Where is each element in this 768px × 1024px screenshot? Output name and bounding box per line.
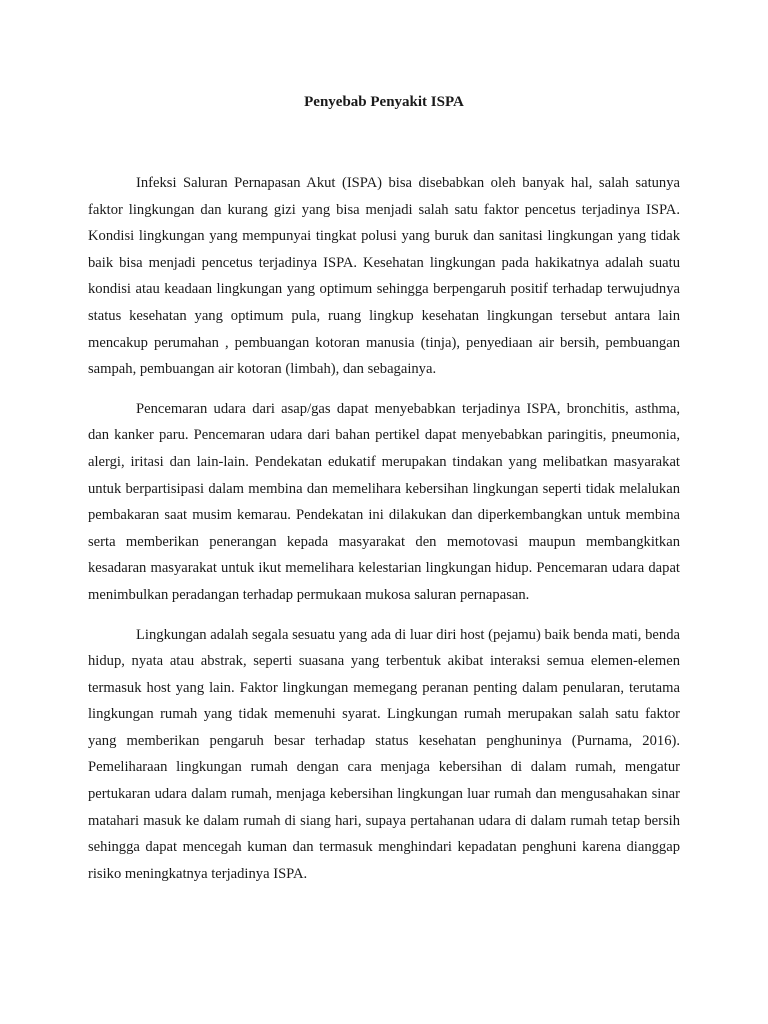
document-title: Penyebab Penyakit ISPA [304,94,464,110]
paragraph-3: Lingkungan adalah segala sesuatu yang ada di luar diri host (pejamu) baik benda mati, benda hidup, nyata atau abstrak, seperti suasana yang terbentuk akibat interaksi semua elemen-elemen termasuk host yang lain. Faktor lingkungan memegang peranan penting dalam penularan, terutama lingkungan rumah yang tidak memenuhi syarat. Lingkungan rumah merupakan salah satu faktor yang memberikan pengaruh besar terhadap status kesehatan penghuninya (Purnama, 2016). Pemeliharaan lingkungan rumah dengan cara menjaga kebersihan di dalam rumah, mengatur pertukaran udara dalam rumah, menjaga kebersihan lingkungan luar rumah dan mengusahakan sinar matahari masuk ke dalam rumah di siang hari, supaya pertahanan udara di dalam rumah tetap bersih sehingga dapat mencegah kuman dan termasuk menghindari kepadatan penghuni karena dianggap risiko meningkatnya terjadinya ISPA. [88,626,680,882]
paragraph-2: Pencemaran udara dari asap/gas dapat menyebabkan terjadinya ISPA, bronchitis, asthma, dan kanker paru. Pencemaran udara dari bahan pertikel dapat menyebabkan paringitis, pneumonia, alergi, iritasi dan lain-lain. Pendekatan edukatif merupakan tindakan yang melibatkan masyarakat untuk berpartisipasi dalam membina dan memelihara kebersihan lingkungan seperti tidak melalukan pembakaran saat musim kemarau. Pendekatan ini dilakukan dan diperkembangkan untuk membina serta memberikan penerangan kepada masyarakat den memotovasi maupun membangkitkan kesadaran masyarakat untuk ikut memelihara kelestarian lingkungan hidup. Pencemaran udara dapat menimbulkan peradangan terhadap permukaan mukosa saluran pernapasan. [88,400,680,603]
paragraph-1: Infeksi Saluran Pernapasan Akut (ISPA) bisa disebabkan oleh banyak hal, salah satunya faktor lingkungan dan kurang gizi yang bisa menjadi salah satu faktor pencetus terjadinya ISPA. Kondisi lingkungan yang mempunyai tingkat polusi yang buruk dan sanitasi lingkungan yang tidak baik bisa menjadi pencetus terjadinya ISPA. Kesehatan lingkungan pada hakikatnya adalah suatu kondisi atau keadaan lingkungan yang optimum sehingga berpengaruh positif terhadap terwujudnya status kesehatan yang optimum pula, ruang lingkup kesehatan lingkungan tersebut antara lain mencakup perumahan , pembuangan kotoran manusia (tinja), penyediaan air bersih, pembuangan sampah, pembuangan air kotoran (limbah), dan sebagainya. [88,175,680,378]
document-body [88,170,680,900]
